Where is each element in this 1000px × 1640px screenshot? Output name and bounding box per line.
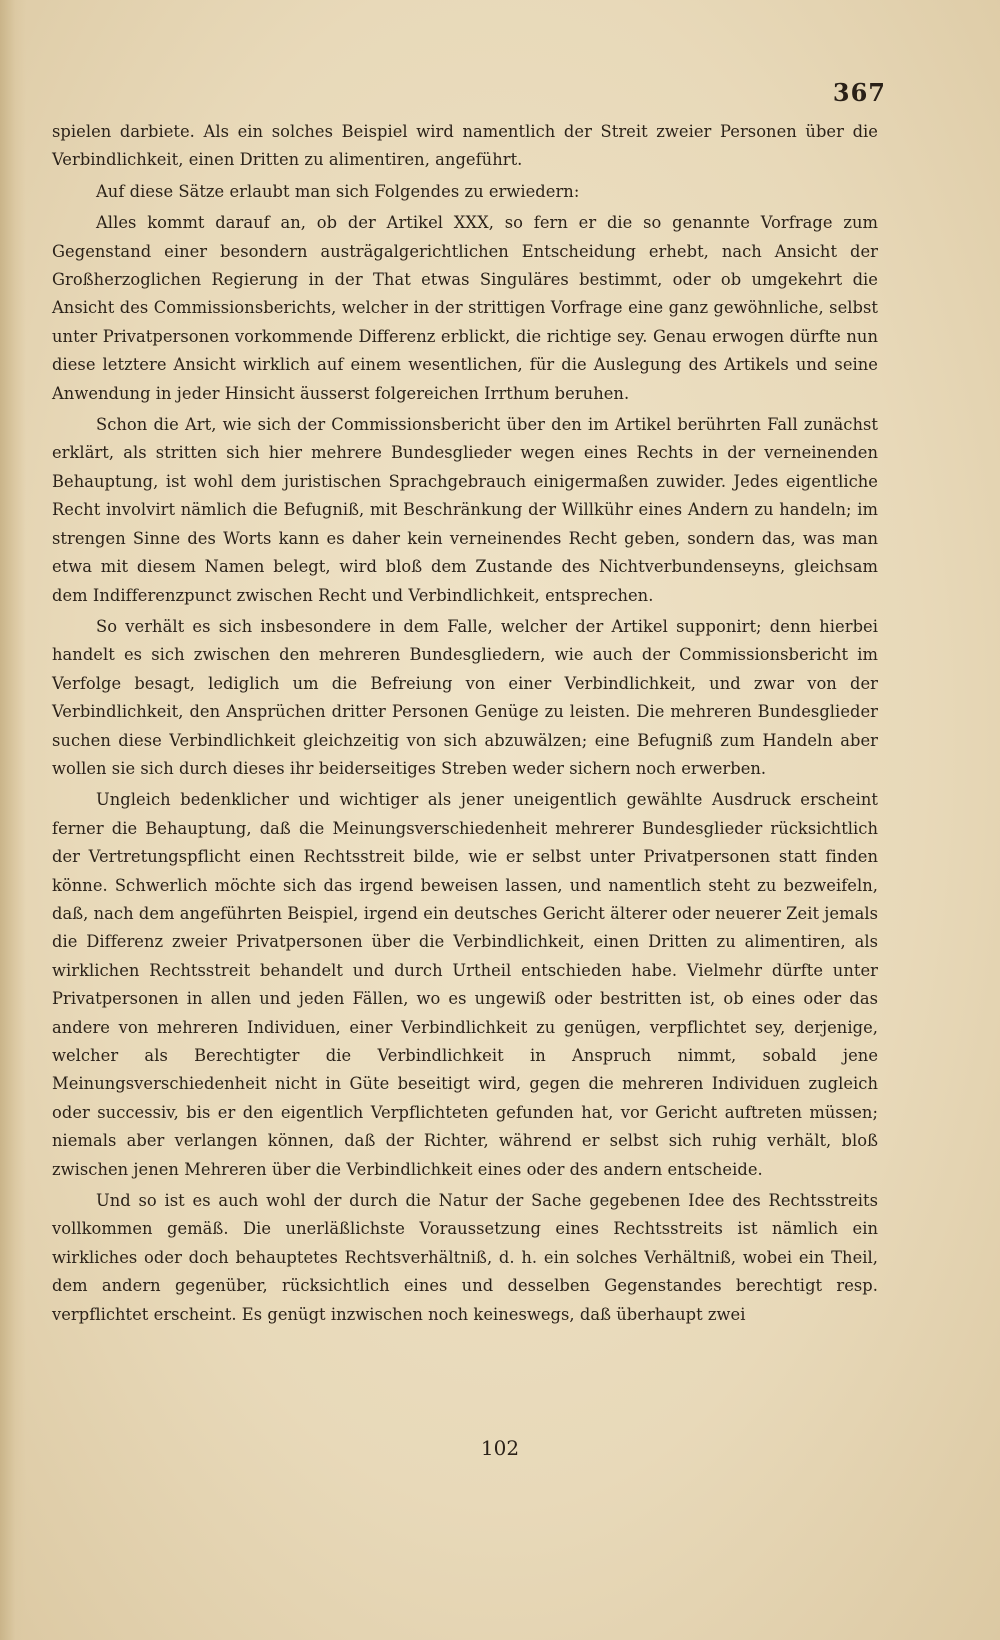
paragraph: So verhält es sich insbesondere in dem Falle, welcher der Artikel supponirt; denn hierbei handelt es sich zwischen den mehreren Bundesgliedern, wie auch der Commissionsbericht im Verfolge besagt, lediglich um die Befreiung von einer Verbindlichkeit, und zwar von der Verbindlichkeit, den Ansprüchen dritter Personen Genüge zu leisten. Die mehreren Bundesglieder suchen diese Verbindlichkeit gleichzeitig von sich abzuwälzen; eine Befugniß zum Handeln aber wollen sie sich durch dieses ihr beiderseitiges Streben weder sichern noch erwerben. (52, 616, 878, 778)
paragraph: Auf diese Sätze erlaubt man sich Folgendes zu erwiedern: (96, 181, 580, 201)
paragraph: Und so ist es auch wohl der durch die Natur der Sache gegebenen Idee des Rechtsstreits vollkommen gemäß. Die unerläßlichste Voraussetzung eines Rechtsstreits ist nämlich ein wirkliches oder doch behauptetes Rechtsverhältniß, d. h. ein solches Verhältniß, wobei ein Theil, dem andern gegenüber, rücksichtlich eines und desselben Gegenstandes berechtigt resp. verpflichtet erscheint. Es genügt inzwischen noch keineswegs, daß überhaupt zwei (52, 1191, 878, 1324)
page-text-body (52, 118, 878, 1332)
page-number: 367 (832, 78, 886, 107)
paragraph: Alles kommt darauf an, ob der Artikel XXX, so fern er die so genannte Vorfrage zum Gegenstand einer besondern austrägalgerichtlichen Entscheidung erhebt, nach Ansicht der Großherzoglichen Regierung in der That etwas Singuläres bestimmt, oder ob umgekehrt die Ansicht des Commissionsberichts, welcher in der strittigen Vorfrage eine ganz gewöhnliche, selbst unter Privatpersonen vorkommende Differenz erblickt, die richtige sey. Genau erwogen dürfte nun diese letztere Ansicht wirklich auf einem wesentlichen, für die Auslegung des Artikels und seine Anwendung in jeder Hinsicht äusserst folgereichen Irrthum beruhen. (52, 213, 878, 403)
signature-mark: 102 (480, 1436, 520, 1460)
page-binding-shadow (0, 0, 26, 1640)
paragraph: Schon die Art, wie sich der Commissionsbericht über den im Artikel berührten Fall zunächst erklärt, als stritten sich hier mehrere Bundesglieder wegen eines Rechts in der verneinenden Behauptung, ist wohl dem juristischen Sprachgebrauch einigermaßen zuwider. Jedes eigentliche Recht involvirt nämlich die Befugniß, mit Beschränkung der Willkühr eines Andern zu handeln; im strengen Sinne des Worts kann es daher kein verneinendes Recht geben, sondern das, was man etwa mit diesem Namen belegt, wird bloß dem Zustande des Nichtverbundenseyns, gleichsam dem Indifferenzpunct zwischen Recht und Verbindlichkeit, entsprechen. (52, 415, 878, 605)
paragraph: spielen darbiete. Als ein solches Beispiel wird namentlich der Streit zweier Personen über die Verbindlichkeit, einen Dritten zu alimentiren, angeführt. (52, 122, 878, 170)
paragraph: Ungleich bedenklicher und wichtiger als jener uneigentlich gewählte Ausdruck erscheint ferner die Behauptung, daß die Meinungsverschiedenheit mehrerer Bundesglieder rücksichtlich der Vertretungspflicht einen Rechtsstreit bilde, wie er selbst unter Privatpersonen statt finden könne. Schwerlich möchte sich das irgend beweisen lassen, und namentlich steht zu bezweifeln, daß, nach dem angeführten Beispiel, irgend ein deutsches Gericht älterer oder neuerer Zeit jemals die Differenz zweier Privatpersonen über die Verbindlichkeit, einen Dritten zu alimentiren, als wirklichen Rechtsstreit behandelt und durch Urtheil entschieden habe. Vielmehr dürfte unter Privatpersonen in allen und jeden Fällen, wo es ungewiß oder bestritten ist, ob eines oder das andere von mehreren Individuen, einer Verbindlichkeit zu genügen, verpflichtet sey, derjenige, welcher als Berechtigter die Verbindlichkeit in Anspruch nimmt, sobald jene Meinungsverschiedenheit nicht in Güte beseitigt wird, gegen die mehreren Individuen zugleich oder successiv, bis er den eigentlich Verpflichteten gefunden hat, vor Gericht auftreten müssen; niemals aber verlangen können, daß der Richter, während er selbst sich ruhig verhält, bloß zwischen jenen Mehreren über die Verbindlichkeit eines oder des andern entscheide. (52, 790, 878, 1179)
